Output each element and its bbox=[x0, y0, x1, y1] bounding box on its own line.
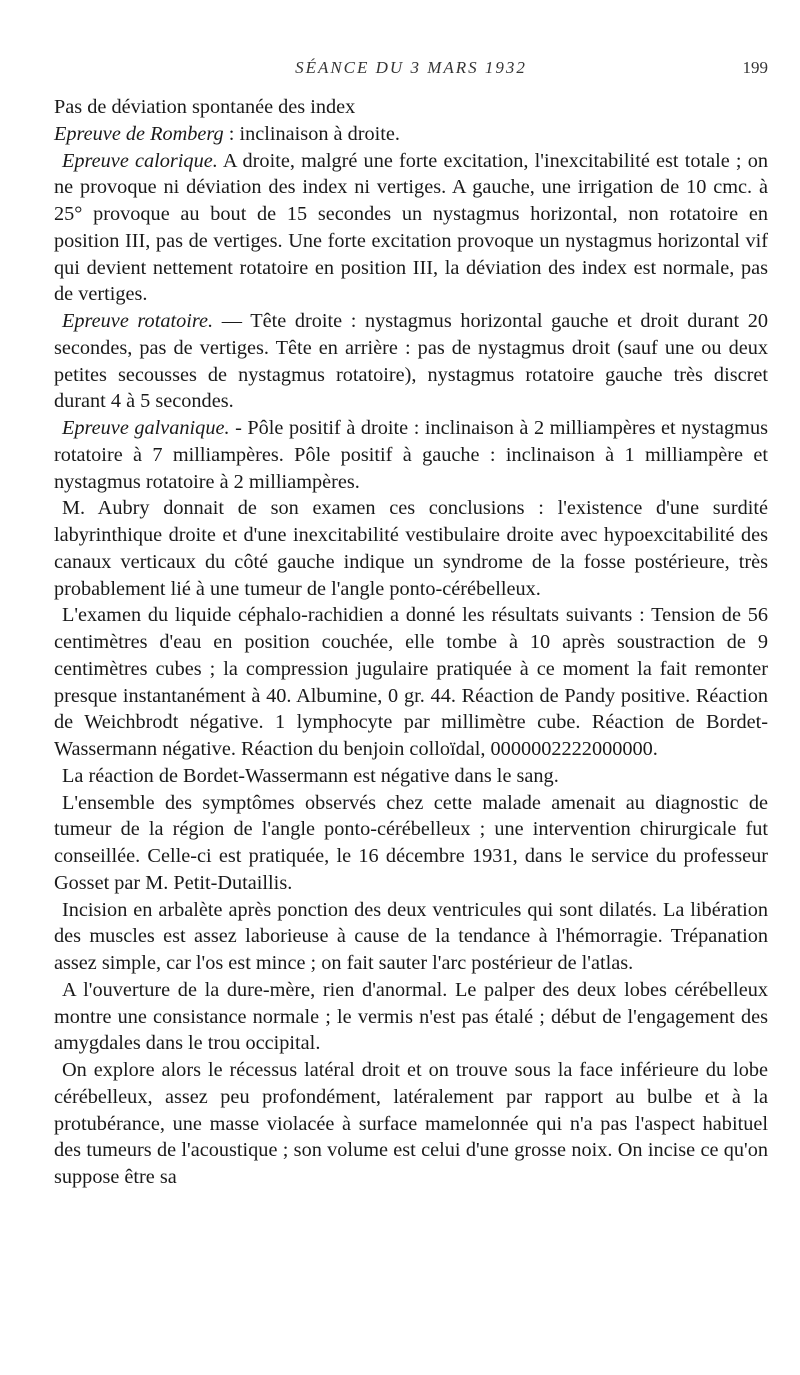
paragraph-text: - Pôle positif à droite : inclinaison à 2 milliampères et nystagmus rotatoire à 7 milliampères. Pôle positif à gauche : inclinaison à 1 milliampère et nystagmus rotatoire à 2 milliampères. bbox=[54, 417, 768, 493]
paragraph-text: M. Aubry donnait de son examen ces conclusions : l'existence d'une surdité labyrinthique droite et d'une inexcitabilité vestibulaire droite avec hypoexcitabilité des canaux verticaux du côté gauche indique un syndrome de la fosse postérieure, très probablement lié à une tumeur de l'angle ponto-cérébelleux. bbox=[54, 497, 768, 600]
paragraph-romberg bbox=[54, 121, 768, 148]
paragraph-text: : inclinaison à droite. bbox=[223, 122, 400, 145]
paragraph-text: On explore alors le récessus latéral droit et on trouve sous la face inférieure du lobe cérébelleux, assez peu profondément, latéralement par rapport au bulbe et à la protubérance, une masse violacée à surface mamelonnée qui n'a pas l'aspect habituel des tumeurs de l'acoustique ; son volume est celui d'une grosse noix. On incise ce qu'on suppose être sa bbox=[54, 1059, 768, 1188]
paragraph-diagnosis bbox=[54, 790, 768, 897]
paragraph-text: Pas de déviation spontanée des index bbox=[54, 96, 356, 118]
paragraph-lead: Epreuve galvanique. bbox=[62, 417, 230, 439]
paragraph-text: A droite, malgré une forte excitation, l'inexcitabilité est totale ; on ne provoque ni déviation des index ni vertiges. A gauche, une irrigation de 10 cmc. à 25° provoque au bout de 15 secondes un nystagmus horizontal, non rotatoire en position III, pas de vertiges. Une forte excitation provoque un nystagmus horizontal vif qui devient nettement rotatoire en position III, la déviation des index est normale, pas de vertiges. bbox=[54, 149, 768, 306]
paragraph-dura-opening bbox=[54, 977, 768, 1057]
paragraph-text: L'ensemble des symptômes observés chez cette malade amenait au diagnostic de tumeur de la région de l'angle ponto-cérébelleux ; une intervention chirurgicale fut conseillée. Celle-ci est pratiquée, le 16 décembre 1931, dans le service du professeur Gosset par M. Petit-Dutaillis. bbox=[54, 791, 768, 894]
paragraph-lead: Epreuve de Romberg bbox=[54, 122, 224, 145]
page bbox=[54, 58, 768, 1191]
running-header bbox=[54, 58, 768, 84]
page-number: 199 bbox=[742, 58, 768, 77]
paragraph-text: Incision en arbalète après ponction des deux ventricules qui sont dilatés. La libération des muscles est assez laborieuse à cause de la tendance à l'hémorragie. Trépanation assez simple, car l'os est mince ; on fait sauter l'arc postérieur de l'atlas. bbox=[54, 898, 768, 974]
paragraph-csf-exam bbox=[54, 602, 768, 763]
paragraph-galvanic-test bbox=[54, 415, 768, 495]
running-title: SÉANCE DU 3 MARS 1932 bbox=[295, 58, 527, 77]
paragraph-lead: Epreuve calorique. bbox=[62, 149, 218, 172]
paragraph-rotatory-test bbox=[54, 308, 768, 415]
paragraph-exploration bbox=[54, 1057, 768, 1191]
paragraph-text: L'examen du liquide céphalo-rachidien a donné les résultats suivants : Tension de 56 centimètres d'eau en position couchée, elle tombe à 10 après soustraction de 9 centimètres cubes ; la compression jugulaire pratiquée à ce moment la fait remonter presque instantanément à 40. Albumine, 0 gr. 44. Réaction de Pandy positive. Réaction de Weichbrodt négative. 1 lymphocyte par millimètre cube. Réaction de Bordet-Wassermann négative. Réaction du benjoin colloïdal, 0000002222000000. bbox=[54, 604, 768, 760]
paragraph-blood-reaction bbox=[54, 763, 768, 790]
paragraph-lead: Epreuve rotatoire. bbox=[62, 310, 214, 332]
paragraph-text: La réaction de Bordet-Wassermann est négative dans le sang. bbox=[62, 764, 559, 787]
paragraph-incision bbox=[54, 897, 768, 977]
paragraph-aubry-conclusions bbox=[54, 495, 768, 602]
paragraph-index-deviation bbox=[54, 94, 768, 121]
paragraph-text: — Tête droite : nystagmus horizontal gauche et droit durant 20 secondes, pas de vertiges. Tête en arrière : pas de nystagmus droit (sauf une ou deux petites secousses de nystagmus rotatoire), nystagmus rotatoire gauche très discret durant 4 à 5 secondes. bbox=[54, 310, 768, 413]
paragraph-caloric-test bbox=[54, 148, 768, 309]
paragraph-text: A l'ouverture de la dure-mère, rien d'anormal. Le palper des deux lobes cérébelleux montre une consistance normale ; le vermis n'est pas étalé ; début de l'engagement des amygdales dans le trou occipital. bbox=[54, 978, 768, 1055]
body-text bbox=[54, 94, 768, 1191]
